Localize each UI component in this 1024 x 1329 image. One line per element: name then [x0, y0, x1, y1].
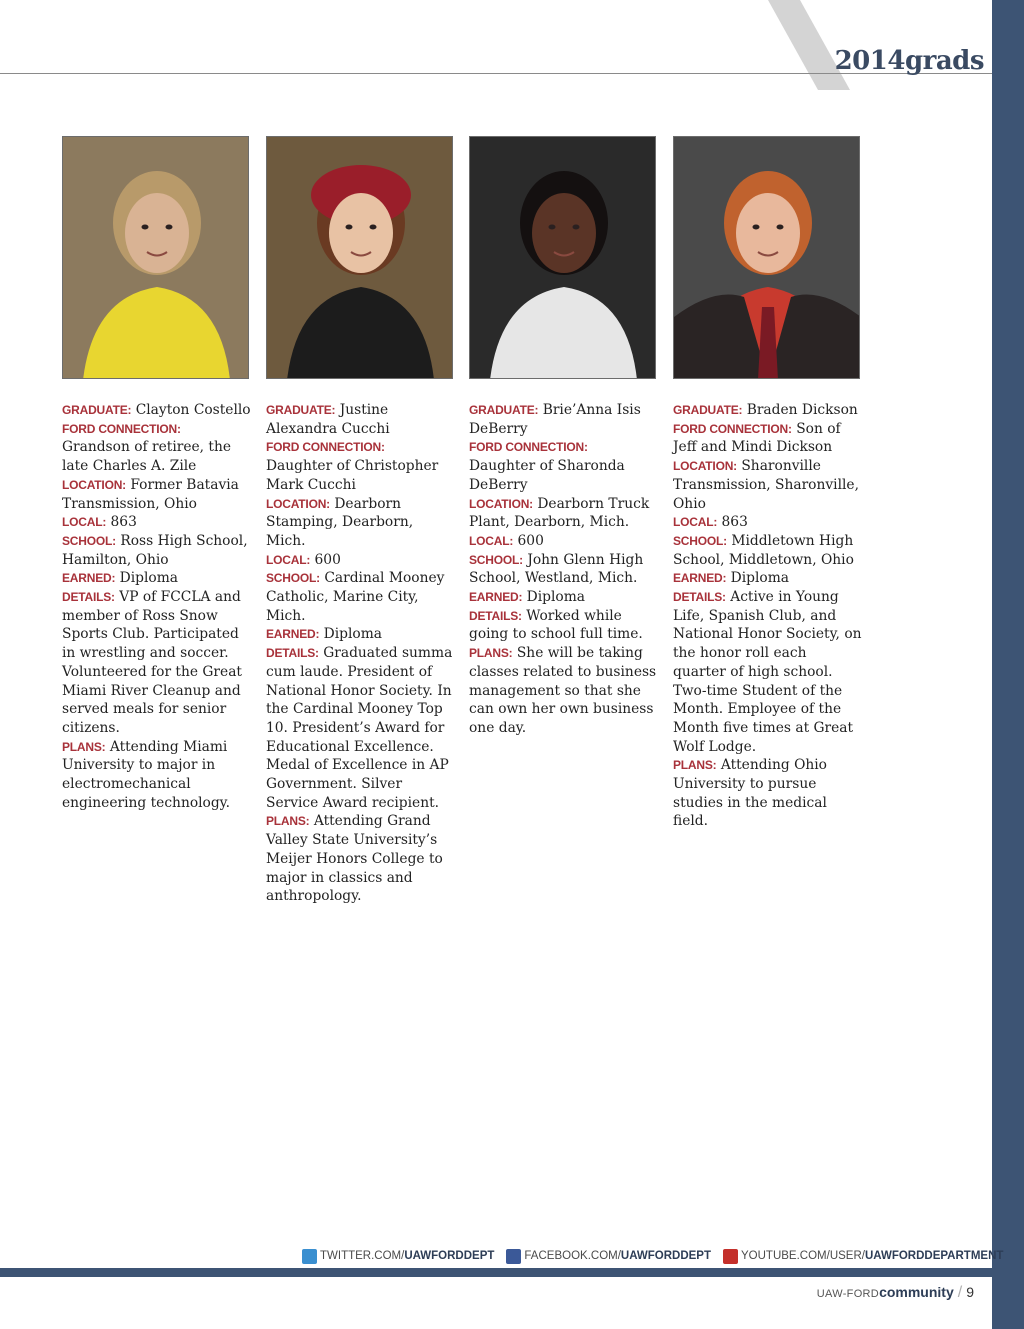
bio-field: [673, 457, 863, 513]
bio-field: [469, 438, 659, 494]
bio-field-value: Brie’Anna Isis DeBerry: [469, 402, 641, 437]
social-link-prefix: YOUTUBE.COM/USER/: [741, 1250, 865, 1262]
bio-field-label: SCHOOL:: [469, 552, 523, 567]
bio-field: [469, 532, 659, 551]
bio-field-value: Diploma: [119, 570, 179, 587]
social-link[interactable]: [506, 1249, 711, 1264]
footer-bar: [0, 1268, 992, 1277]
social-link-handle: UAWFORDDEPT: [620, 1250, 712, 1262]
bio-field-label: EARNED:: [469, 590, 523, 605]
bio-field: [469, 401, 659, 438]
bio-field-label: FORD CONNECTION:: [266, 440, 385, 455]
bio-field-label: LOCAL:: [62, 515, 107, 530]
bio-field-value: 863: [721, 514, 748, 531]
youtube-icon: [723, 1249, 738, 1264]
bio-field: [62, 588, 252, 738]
folio: [817, 1284, 974, 1302]
bio-field-label: PLANS:: [266, 814, 310, 829]
graduate-card: [469, 136, 659, 738]
bio-field: [266, 438, 456, 494]
bio-field: [673, 588, 863, 756]
bio-field-value: Ross High School, Hamilton, Ohio: [62, 532, 248, 568]
social-link-handle: UAWFORDDEPARTMENT: [864, 1250, 1004, 1262]
bio-field-value: Former Batavia Transmission, Ohio: [62, 476, 239, 512]
bio-field: [62, 738, 252, 813]
bio-field: [469, 607, 659, 644]
bio-field-value: Attending Ohio University to pursue studies in the medical field.: [673, 757, 827, 830]
bio-field-label: PLANS:: [469, 646, 513, 661]
brand-name-community: community: [879, 1284, 954, 1300]
bio-field: [673, 756, 863, 831]
graduate-card: [673, 136, 863, 831]
bio-field-label: EARNED:: [62, 571, 116, 586]
bio-field-value: Graduated summa cum laude. President of National Honor Society. In the Cardinal Mooney Top 10. President’s Award for Educational Excellence. Medal of Excellence in AP Government. Silver Service Award recipient.: [266, 645, 453, 811]
bio-field-value: Sharonville Transmission, Sharonville, Ohio: [673, 458, 859, 512]
bio-field: [62, 420, 252, 476]
bio-field-label: DETAILS:: [469, 608, 522, 623]
graduate-photo: [469, 136, 656, 379]
bio-field-value: Diploma: [730, 570, 790, 587]
portrait-illustration: [63, 137, 249, 379]
graduate-photo: [673, 136, 860, 379]
bio-field: [673, 513, 863, 532]
bio-field: [62, 513, 252, 532]
bio-field-value: Active in Young Life, Spanish Club, and National Honor Society, on the honor roll each quarter of high school. Two-time Student of the Month. Employee of the Month five times at Great Wolf Lodge.: [673, 589, 862, 755]
bio-field-label: DETAILS:: [62, 590, 115, 605]
bio-field-value: 600: [314, 551, 341, 568]
bio-field: [62, 532, 252, 569]
brand-name-small: UAW-FORD: [816, 1288, 880, 1300]
bio-field-value: Daughter of Sharonda DeBerry: [469, 458, 625, 493]
facebook-icon: [506, 1249, 521, 1264]
social-link-prefix: TWITTER.COM/: [320, 1250, 405, 1262]
bio-field: [266, 401, 456, 438]
bio-field: [266, 495, 456, 551]
bio-field-label: LOCATION:: [469, 496, 533, 511]
bio-field-label: GRADUATE:: [469, 403, 539, 417]
bio-field: [266, 569, 456, 625]
bio-field-label: GRADUATE:: [673, 403, 743, 417]
graduate-bio: [266, 401, 456, 906]
bio-field-label: GRADUATE:: [266, 403, 336, 417]
bio-field-label: EARNED:: [673, 571, 727, 586]
twitter-icon: [302, 1249, 317, 1264]
bio-field-label: LOCATION:: [266, 496, 330, 511]
bio-field: [62, 569, 252, 588]
bio-field-label: DETAILS:: [266, 646, 319, 661]
portrait-illustration: [674, 137, 860, 379]
bio-field-value: Braden Dickson: [746, 402, 858, 418]
bio-field-value: Clayton Costello: [135, 402, 251, 418]
bio-field: [266, 551, 456, 570]
bio-field: [469, 551, 659, 588]
bio-field: [673, 420, 863, 457]
bio-field-label: SCHOOL:: [673, 533, 727, 548]
bio-field-label: FORD CONNECTION:: [469, 440, 588, 455]
bio-field-label: PLANS:: [673, 758, 717, 773]
page-number: 9: [966, 1284, 974, 1300]
bio-field: [62, 476, 252, 513]
social-link[interactable]: [723, 1249, 1003, 1264]
bio-field-label: LOCAL:: [469, 533, 514, 548]
bio-field: [469, 588, 659, 607]
graduate-card: [266, 136, 456, 906]
bio-field-label: LOCAL:: [266, 552, 311, 567]
portrait-illustration: [267, 137, 453, 379]
graduate-card: [62, 136, 252, 812]
bio-field-value: Dearborn Stamping, Dearborn, Mich.: [266, 495, 414, 549]
page-edge-band: [992, 0, 1024, 1329]
bio-field-value: Attending Miami University to major in electromechanical engineering technology.: [62, 738, 231, 811]
bio-field-value: Son of Jeff and Mindi Dickson: [673, 420, 841, 456]
bio-field-value: Diploma: [323, 626, 383, 643]
bio-field: [62, 401, 252, 420]
bio-field-value: Worked while going to school full time.: [469, 607, 643, 643]
graduate-photo: [266, 136, 453, 379]
bio-field-value: She will be taking classes related to business management so that she can own her own business one day.: [469, 645, 657, 736]
social-link-prefix: FACEBOOK.COM/: [524, 1250, 621, 1262]
social-link-handle: UAWFORDDEPT: [404, 1250, 495, 1262]
header-slash-decoration: [760, 0, 850, 90]
bio-field-label: PLANS:: [62, 739, 106, 754]
bio-field-value: Dearborn Truck Plant, Dearborn, Mich.: [469, 495, 650, 531]
bio-field-value: VP of FCCLA and member of Ross Snow Sports Club. Participated in wrestling and soccer. Volunteered for the Great Miami River Cleanup and served meals for senior citizens.: [62, 589, 242, 736]
graduate-bio: [469, 401, 659, 738]
bio-field: [266, 812, 456, 906]
bio-field: [469, 495, 659, 532]
folio-separator: /: [957, 1284, 963, 1301]
graduate-photo: [62, 136, 249, 379]
bio-field-value: 600: [517, 532, 544, 549]
bio-field-label: SCHOOL:: [266, 571, 320, 586]
social-links: [302, 1246, 1015, 1266]
bio-field-label: FORD CONNECTION:: [62, 421, 181, 436]
bio-field-label: GRADUATE:: [62, 403, 132, 417]
bio-field-value: Justine Alexandra Cucchi: [266, 402, 390, 437]
bio-field-label: FORD CONNECTION:: [673, 421, 792, 436]
bio-field: [469, 644, 659, 738]
bio-field: [266, 625, 456, 644]
bio-field-value: Middletown High School, Middletown, Ohio: [673, 532, 854, 568]
graduate-bio: [673, 401, 863, 831]
bio-field: [673, 401, 863, 420]
bio-field-value: Cardinal Mooney Catholic, Marine City, Mich.: [266, 570, 445, 624]
bio-field-label: EARNED:: [266, 627, 320, 642]
bio-field-value: John Glenn High School, Westland, Mich.: [469, 551, 644, 587]
bio-field: [673, 532, 863, 569]
bio-field-value: Grandson of retiree, the late Charles A. Zile: [62, 439, 232, 475]
bio-field-label: LOCATION:: [673, 459, 737, 474]
bio-field-value: Attending Grand Valley State University’s Meijer Honors College to major in classics and anthropology.: [266, 813, 443, 905]
bio-field-label: SCHOOL:: [62, 533, 116, 548]
bio-field-value: Diploma: [526, 589, 586, 606]
bio-field: [266, 644, 456, 812]
bio-field-label: LOCAL:: [673, 515, 718, 530]
bio-field-label: DETAILS:: [673, 590, 726, 605]
bio-field-value: Daughter of Christopher Mark Cucchi: [266, 458, 439, 493]
section-title: 2014grads: [834, 46, 984, 76]
bio-field: [673, 569, 863, 588]
portrait-illustration: [470, 137, 656, 379]
bio-field-value: 863: [110, 514, 137, 531]
social-link[interactable]: [302, 1249, 494, 1264]
graduate-bio: [62, 401, 252, 812]
bio-field-label: LOCATION:: [62, 477, 126, 492]
